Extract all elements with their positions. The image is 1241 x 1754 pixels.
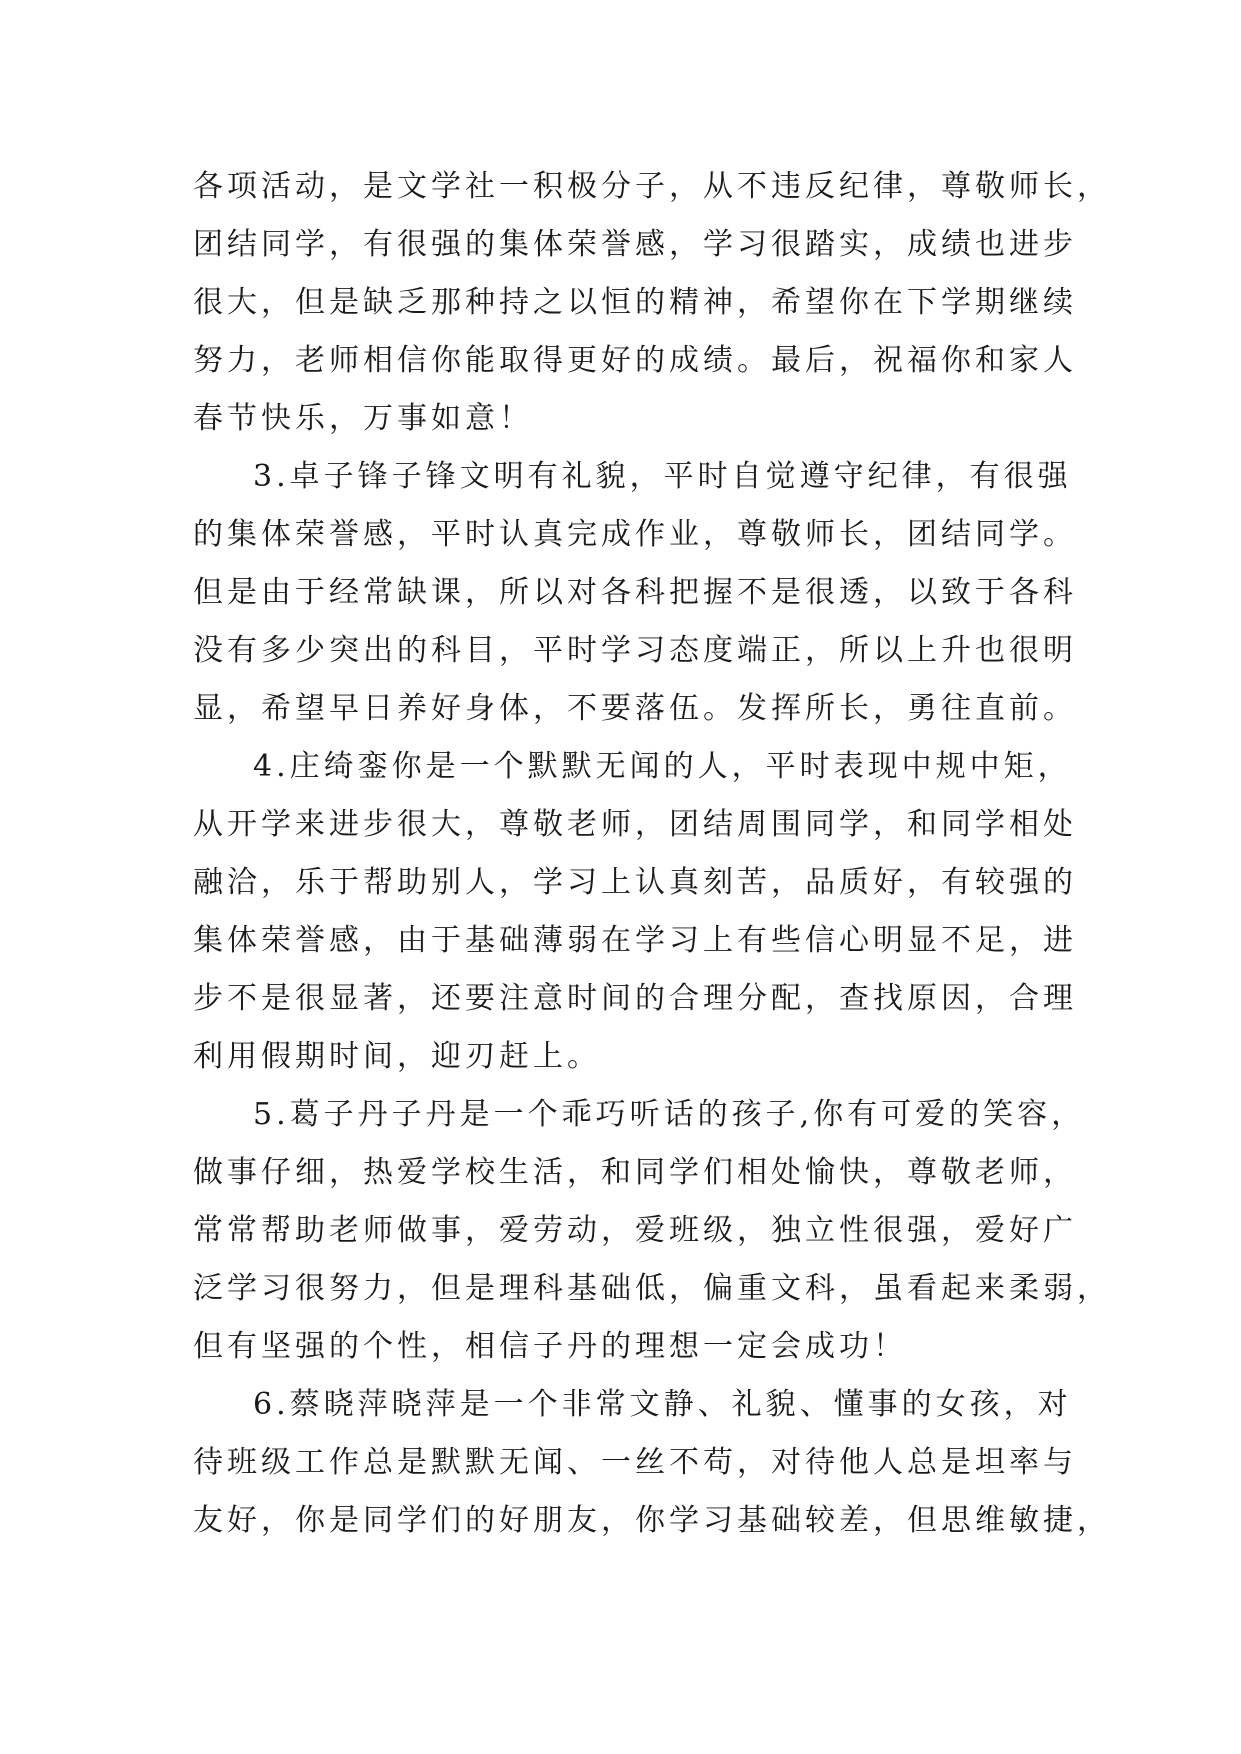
text-line: 友好，你是同学们的好朋友，你学习基础较差，但思维敏捷，: [193, 1503, 1111, 1538]
text-line: 但有坚强的个性，相信子丹的理想一定会成功！: [193, 1329, 907, 1364]
text-line: 的集体荣誉感，平时认真完成作业，尊敬师长，团结同学。: [193, 517, 1077, 552]
text-line: 各项活动，是文学社一积极分子，从不违反纪律，尊敬师长，: [193, 169, 1111, 204]
text-line: 步不是很显著，还要注意时间的合理分配，查找原因，合理: [193, 981, 1077, 1016]
text-line: 努力，老师相信你能取得更好的成绩。最后，祝福你和家人: [193, 343, 1077, 378]
text-line: 做事仔细，热爱学校生活，和同学们相处愉快，尊敬老师，: [193, 1155, 1077, 1190]
text-line: 春节快乐，万事如意！: [193, 401, 533, 436]
text-line: 集体荣誉感，由于基础薄弱在学习上有些信心明显不足，进: [193, 923, 1077, 958]
text-line: 利用假期时间，迎刃赶上。: [193, 1039, 601, 1074]
paragraph-start-line: 4.庄绮銮你是一个默默无闻的人，平时表现中规中矩，: [253, 749, 1072, 784]
text-line: 从开学来进步很大，尊敬老师，团结周围同学，和同学相处: [193, 807, 1077, 842]
text-line: 很大，但是缺乏那种持之以恒的精神，希望你在下学期继续: [193, 285, 1077, 320]
text-line: 融洽，乐于帮助别人，学习上认真刻苦，品质好，有较强的: [193, 865, 1077, 900]
text-line: 没有多少突出的科目，平时学习态度端正，所以上升也很明: [193, 633, 1077, 668]
text-line: 待班级工作总是默默无闻、一丝不苟，对待他人总是坦率与: [193, 1445, 1077, 1480]
text-line: 但是由于经常缺课，所以对各科把握不是很透，以致于各科: [193, 575, 1077, 610]
text-line: 泛学习很努力，但是理科基础低，偏重文科，虽看起来柔弱，: [193, 1271, 1111, 1306]
text-line: 显，希望早日养好身体，不要落伍。发挥所长，勇往直前。: [193, 691, 1077, 726]
text-line: 常常帮助老师做事，爱劳动，爱班级，独立性很强，爱好广: [193, 1213, 1077, 1248]
text-line: 团结同学，有很强的集体荣誉感，学习很踏实，成绩也进步: [193, 227, 1077, 262]
paragraph-start-line: 6.蔡晓萍晓萍是一个非常文静、礼貌、懂事的女孩，对: [253, 1387, 1072, 1422]
paragraph-start-line: 3.卓子锋子锋文明有礼貌，平时自觉遵守纪律，有很强: [253, 459, 1072, 494]
paragraph-start-line: 5.葛子丹子丹是一个乖巧听话的孩子,你有可爱的笑容，: [253, 1097, 1086, 1132]
body-text: [193, 158, 1111, 1550]
